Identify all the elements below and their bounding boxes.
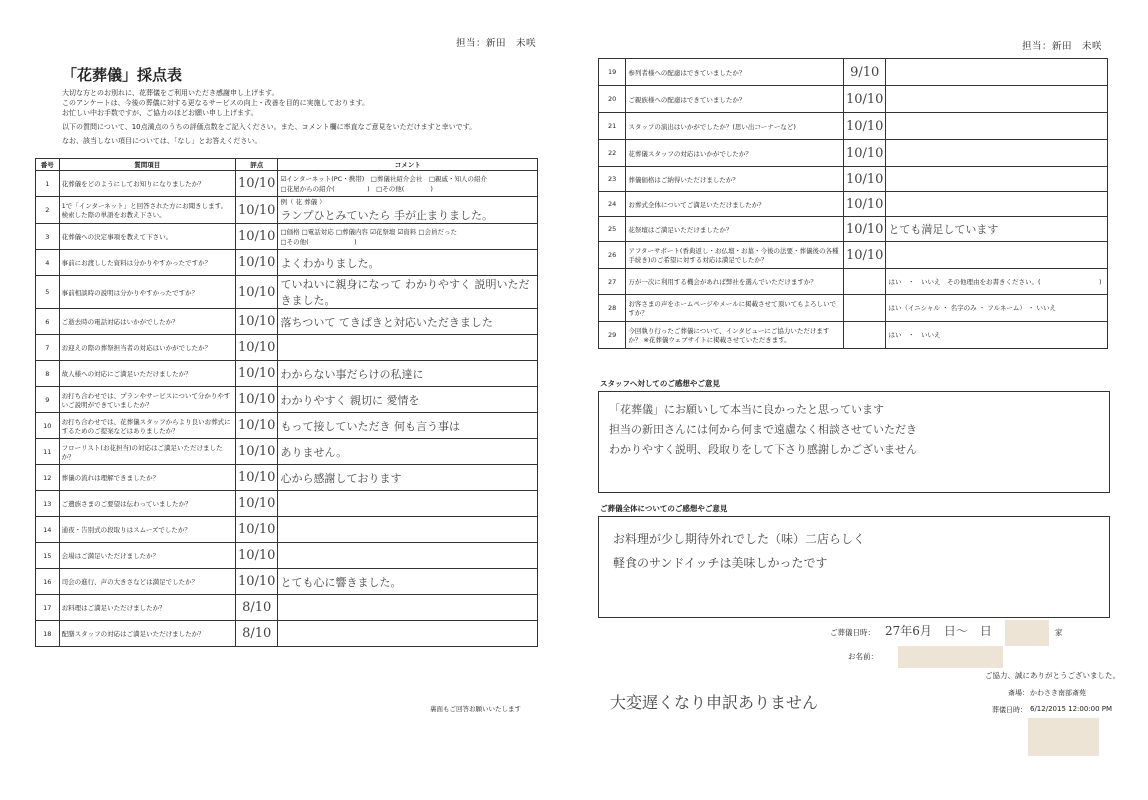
row-number: 14 bbox=[36, 517, 60, 543]
table-row bbox=[36, 197, 538, 224]
option-line: □花屋からの紹介( ) □その他( ) bbox=[280, 184, 433, 193]
row-comment bbox=[278, 276, 538, 309]
row-question: 花葬儀スタッフの対応はいかがでしたか？ bbox=[626, 140, 844, 167]
row-question: 花葬儀をどのようにしてお知りになりましたか？ bbox=[59, 171, 235, 197]
table-row bbox=[599, 86, 1108, 113]
score-value: 10/10 bbox=[237, 314, 276, 329]
comment-text: 心から感謝しております bbox=[280, 471, 402, 485]
row-comment bbox=[886, 242, 1108, 269]
overall-section-label: ご葬儀全体についてのご感想やご意見 bbox=[600, 504, 728, 513]
row-comment bbox=[278, 361, 538, 387]
table-row bbox=[36, 413, 538, 439]
row-question: 参列者様への配慮はできていましたか？ bbox=[626, 59, 844, 86]
row-score bbox=[235, 309, 277, 335]
row-number: 21 bbox=[599, 113, 626, 140]
row-question: 配膳スタッフの対応はご満足いただけましたか？ bbox=[59, 621, 235, 647]
comment-text: よくわかりました。 bbox=[280, 256, 380, 270]
row-number: 6 bbox=[36, 309, 60, 335]
table-row bbox=[36, 250, 538, 276]
row-comment bbox=[278, 387, 538, 413]
table-row bbox=[36, 171, 538, 197]
row-number: 23 bbox=[599, 167, 626, 192]
row-comment bbox=[886, 113, 1108, 140]
row-question: ご遺族さまのご要望は伝わっていましたか？ bbox=[59, 491, 235, 517]
row-score bbox=[235, 171, 277, 197]
row-comment bbox=[886, 269, 1108, 295]
comment-line: 担当の新田さんには何から何まで遠慮なく相談させていただき bbox=[609, 423, 917, 436]
table-row bbox=[599, 295, 1108, 322]
overall-comment bbox=[613, 527, 1109, 575]
row-comment bbox=[886, 217, 1108, 242]
header-no: 番号 bbox=[36, 159, 60, 171]
footer-note: 裏面もご回答お願いいたします bbox=[430, 705, 521, 713]
row-question: 故人様への対応にご満足いただけましたか？ bbox=[59, 361, 235, 387]
row-number: 25 bbox=[599, 217, 626, 242]
handwritten-signature-note: 大変遅くなり申訳ありません bbox=[610, 693, 819, 712]
row-question: お迎えの際の葬祭担当者の対応はいかがでしたか？ bbox=[59, 335, 235, 361]
comment-text: 落ちついて てきぱきと対応いただきました bbox=[280, 315, 493, 329]
staff-name: 担当：新田 未咲 bbox=[456, 38, 537, 49]
table-row bbox=[36, 595, 538, 621]
table-row bbox=[36, 465, 538, 491]
row-number: 7 bbox=[36, 335, 60, 361]
intro-line: このアンケートは、今後の葬儀に対する更なるサービスの向上・改善を目的に実施しております。 bbox=[62, 99, 370, 107]
row-score bbox=[235, 439, 277, 465]
score-value: 10/10 bbox=[845, 91, 884, 107]
table-row bbox=[599, 217, 1108, 242]
comment-text: わからない事だらけの私達に bbox=[280, 367, 424, 381]
row-number: 22 bbox=[599, 140, 626, 167]
score-value: 10/10 bbox=[237, 496, 276, 511]
row-question: 事前相談時の説明は分かりやすかったですか？ bbox=[59, 276, 235, 309]
row-comment bbox=[278, 543, 538, 569]
row-comment bbox=[886, 322, 1108, 349]
row-score bbox=[843, 242, 885, 269]
row-question: 司会の進行、声の大きさなどは満足でしたか？ bbox=[59, 569, 235, 595]
comment-text: とても心に響きました。 bbox=[280, 575, 402, 589]
row-score bbox=[843, 192, 885, 217]
row-score bbox=[235, 276, 277, 309]
staff-comment bbox=[609, 400, 1109, 460]
row-comment bbox=[278, 250, 538, 276]
row-question: 会場はご満足いただけましたか？ bbox=[59, 543, 235, 569]
row-comment bbox=[278, 413, 538, 439]
comment-text: ランプひとみていたら 手が止まりました。 bbox=[280, 209, 493, 222]
row-comment bbox=[278, 569, 538, 595]
row-question: 花祭壇はご満足いただけましたか？ bbox=[626, 217, 844, 242]
comment-line: 「花葬儀」にお願いして本当に良かったと思っています bbox=[609, 403, 884, 416]
row-score bbox=[843, 295, 885, 322]
row-score bbox=[843, 217, 885, 242]
comment-text: ありません。 bbox=[280, 445, 348, 459]
row-number: 9 bbox=[36, 387, 60, 413]
table-row bbox=[36, 439, 538, 465]
row-comment bbox=[278, 517, 538, 543]
row-score bbox=[235, 569, 277, 595]
row-number: 26 bbox=[599, 242, 626, 269]
table-row bbox=[599, 167, 1108, 192]
row-number: 16 bbox=[36, 569, 60, 595]
row-question: お打ち合わせでは、花葬儀スタッフからより良いお葬式にするためのご提案などはありましたか？ bbox=[59, 413, 235, 439]
row-score bbox=[235, 250, 277, 276]
table-row bbox=[599, 269, 1108, 295]
name-label: お名前： bbox=[848, 652, 878, 661]
row-number: 28 bbox=[599, 295, 626, 322]
row-score bbox=[235, 224, 277, 250]
comment-text: はい ・ いいえ その他理由をお書きください。( ) bbox=[888, 277, 1102, 286]
row-question: 1で「インターネット」と回答された方にお聞きします。検索した際の単語をお教え下さい。 bbox=[59, 197, 235, 224]
table-row bbox=[36, 276, 538, 309]
row-score bbox=[843, 322, 885, 349]
row-question: スタッフの演出はいかがでしたか？(思い出コーナーなど) bbox=[626, 113, 844, 140]
comment-text: もって接していただき 何も言う事は bbox=[280, 419, 460, 433]
redacted-stamp bbox=[1028, 718, 1099, 756]
table-row bbox=[36, 517, 538, 543]
row-score bbox=[235, 543, 277, 569]
row-score bbox=[843, 86, 885, 113]
row-question: お葬式全体についてご満足いただけましたか？ bbox=[626, 192, 844, 217]
score-value: 10/10 bbox=[845, 118, 884, 134]
table-row bbox=[599, 192, 1108, 217]
row-number: 17 bbox=[36, 595, 60, 621]
comment-text: はい（イニシャル ・ 名字のみ ・ フルネーム） ・ いいえ bbox=[888, 304, 1056, 312]
score-value: 10/10 bbox=[845, 247, 884, 263]
score-value: 10/10 bbox=[237, 229, 276, 244]
score-value: 10/10 bbox=[237, 548, 276, 563]
venue-value: かわさき南部斎苑 bbox=[1030, 689, 1086, 697]
table-row bbox=[599, 113, 1108, 140]
intro-line: 以下の質問について、10点満点のうちの評価点数をご記入ください。また、コメント欄に率直なご意見をいただけますと幸いです。 bbox=[62, 123, 477, 131]
datetime-label: 葬儀日時： bbox=[992, 706, 1027, 714]
row-number: 18 bbox=[36, 621, 60, 647]
row-number: 19 bbox=[599, 59, 626, 86]
row-score bbox=[235, 491, 277, 517]
row-comment bbox=[886, 140, 1108, 167]
row-score bbox=[235, 413, 277, 439]
row-number: 2 bbox=[36, 197, 60, 224]
table-row bbox=[599, 59, 1108, 86]
row-comment bbox=[278, 465, 538, 491]
score-value: 10/10 bbox=[237, 366, 276, 381]
row-score bbox=[235, 595, 277, 621]
table-row bbox=[36, 387, 538, 413]
comment-text: とても満足しています bbox=[888, 223, 999, 236]
row-number: 5 bbox=[36, 276, 60, 309]
score-value: 8/10 bbox=[242, 626, 272, 641]
row-number: 8 bbox=[36, 361, 60, 387]
row-score bbox=[235, 335, 277, 361]
score-value: 10/10 bbox=[237, 340, 276, 355]
family-label: 家 bbox=[1055, 628, 1063, 637]
intro-line: なお、該当しない項目については、「なし」とお答えください。 bbox=[62, 137, 262, 145]
row-question: 葬儀価格はご納得いただけましたか？ bbox=[626, 167, 844, 192]
row-question: お料理はご満足いただけましたか？ bbox=[59, 595, 235, 621]
score-value: 10/10 bbox=[237, 444, 276, 459]
intro-text bbox=[62, 88, 542, 146]
comment-line: お料理が少し期待外れでした（味）二店らしく bbox=[613, 532, 866, 546]
row-question: ご親族様への配慮はできていましたか？ bbox=[626, 86, 844, 113]
row-comment bbox=[278, 621, 538, 647]
intro-line: お忙しい中お手数ですが、ご協力のほどお願い申し上げます。 bbox=[62, 109, 258, 117]
intro-line: 大切な方とのお別れに、花葬儀をご利用いただき感謝申し上げます。 bbox=[62, 89, 279, 97]
score-value: 10/10 bbox=[237, 470, 276, 485]
staff-comment-box bbox=[598, 391, 1110, 493]
score-value: 10/10 bbox=[845, 221, 884, 237]
table-row bbox=[599, 322, 1108, 349]
row-comment bbox=[278, 439, 538, 465]
option-line: 例（ 花 葬儀 ） bbox=[280, 198, 326, 206]
row-question: フローリスト(お花担当)の対応はご満足いただけましたか？ bbox=[59, 439, 235, 465]
score-value: 10/10 bbox=[845, 171, 884, 187]
row-number: 27 bbox=[599, 269, 626, 295]
row-number: 4 bbox=[36, 250, 60, 276]
score-value: 10/10 bbox=[237, 418, 276, 433]
form-title: 「花葬儀」採点表 bbox=[62, 66, 183, 84]
row-comment bbox=[886, 86, 1108, 113]
option-line: ☑インターネット(PC・携帯) □葬儀社紹介会社 □親戚・知人の紹介 bbox=[280, 174, 488, 183]
row-score bbox=[843, 167, 885, 192]
overall-comment-box bbox=[598, 516, 1110, 618]
redacted-area bbox=[1005, 620, 1049, 646]
staff-section-label: スタッフへ対してのご感想やご意見 bbox=[600, 379, 720, 388]
table-row bbox=[36, 569, 538, 595]
table-row bbox=[36, 224, 538, 250]
score-value: 10/10 bbox=[237, 284, 276, 300]
row-question: 万が一次に利用する機会があれば弊社を選んでいただけますか？ bbox=[626, 269, 844, 295]
row-score bbox=[235, 387, 277, 413]
row-comment bbox=[886, 167, 1108, 192]
row-score bbox=[235, 621, 277, 647]
comment-text: わかりやすく 親切に 愛情を bbox=[280, 393, 420, 407]
table-row bbox=[36, 621, 538, 647]
score-table-right bbox=[598, 58, 1108, 349]
row-number: 12 bbox=[36, 465, 60, 491]
row-comment bbox=[886, 59, 1108, 86]
row-number: 1 bbox=[36, 171, 60, 197]
row-number: 20 bbox=[599, 86, 626, 113]
row-score bbox=[843, 140, 885, 167]
row-score bbox=[843, 59, 885, 86]
datetime-value: 6/12/2015 12:00:00 PM bbox=[1030, 705, 1113, 713]
score-value: 10/10 bbox=[845, 196, 884, 212]
table-row bbox=[36, 335, 538, 361]
venue-label: 斎場： bbox=[1008, 689, 1029, 697]
row-number: 3 bbox=[36, 224, 60, 250]
comment-text: はい ・ いいえ bbox=[888, 331, 941, 339]
score-value: 10/10 bbox=[237, 522, 276, 537]
row-score bbox=[235, 465, 277, 491]
header-question: 質問項目 bbox=[59, 159, 235, 171]
row-comment bbox=[278, 491, 538, 517]
option-line: □その他( ) bbox=[280, 237, 357, 246]
score-value: 10/10 bbox=[237, 392, 276, 407]
comment-text: ていねいに親身になって わかりやすく 説明いただきました。 bbox=[280, 278, 530, 307]
table-row bbox=[36, 309, 538, 335]
table-row bbox=[36, 361, 538, 387]
thanks-text: ご協力、誠にありがとうございました。 bbox=[985, 671, 1120, 680]
score-value: 10/10 bbox=[237, 255, 276, 270]
row-score bbox=[843, 113, 885, 140]
funeral-date-label: ご葬儀日時： bbox=[830, 628, 875, 637]
row-number: 24 bbox=[599, 192, 626, 217]
score-value: 8/10 bbox=[242, 600, 272, 615]
row-score bbox=[843, 269, 885, 295]
row-question: 葬儀の流れは理解できましたか？ bbox=[59, 465, 235, 491]
table-row bbox=[599, 140, 1108, 167]
score-value: 10/10 bbox=[237, 202, 276, 218]
row-comment bbox=[886, 295, 1108, 322]
funeral-date-value: 27年6月 日～ 日 bbox=[885, 624, 992, 638]
row-comment bbox=[278, 224, 538, 250]
row-number: 10 bbox=[36, 413, 60, 439]
row-question: 通夜・告別式の段取りはスムーズでしたか？ bbox=[59, 517, 235, 543]
row-comment bbox=[886, 192, 1108, 217]
row-comment bbox=[278, 309, 538, 335]
row-question: お打ち合わせでは、プランやサービスについて分かりやすいご説明ができていましたか？ bbox=[59, 387, 235, 413]
row-number: 29 bbox=[599, 322, 626, 349]
option-line: □価格 □電話対応 □葬儀内容 ☑花祭壇 ☑資料 □会員だった bbox=[280, 227, 458, 236]
row-question: お客さまの声をホームページやメールに掲載させて頂いてもよろしいですか？ bbox=[626, 295, 844, 322]
row-comment bbox=[278, 171, 538, 197]
row-score bbox=[235, 197, 277, 224]
comment-line: わかりやすく説明、段取りをして下さり感謝しかございません bbox=[609, 443, 917, 456]
row-comment bbox=[278, 595, 538, 621]
score-value: 10/10 bbox=[845, 145, 884, 161]
row-number: 15 bbox=[36, 543, 60, 569]
redacted-name bbox=[898, 646, 1003, 668]
score-value: 10/10 bbox=[237, 574, 276, 589]
staff-name-right: 担当：新田 未咲 bbox=[1022, 41, 1103, 52]
header-score: 評点 bbox=[235, 159, 277, 171]
table-row bbox=[599, 242, 1108, 269]
row-question: 事前にお渡しした資料は分かりやすかったですか？ bbox=[59, 250, 235, 276]
row-question: アフターサポート(香典返し・お仏壇・お墓・今後の法要・葬儀後の各種手続き)のご希望に対する対応は満足でしたか？ bbox=[626, 242, 844, 269]
row-number: 13 bbox=[36, 491, 60, 517]
table-row bbox=[36, 491, 538, 517]
header-comment: コメント bbox=[278, 159, 538, 171]
comment-line: 軽食のサンドイッチは美味しかったです bbox=[613, 556, 828, 570]
row-question: ご逝去時の電話対応はいかがでしたか？ bbox=[59, 309, 235, 335]
row-number: 11 bbox=[36, 439, 60, 465]
row-comment bbox=[278, 197, 538, 224]
score-table-left bbox=[35, 158, 538, 647]
row-question: 花葬儀への決定事項を教えて下さい。 bbox=[59, 224, 235, 250]
row-score bbox=[235, 517, 277, 543]
row-score bbox=[235, 361, 277, 387]
row-question: 今回執り行ったご葬儀について、インタビューにご協力いただけますか？ ※花葬儀ウェブサイトに掲載させていただきます。 bbox=[626, 322, 844, 349]
table-row bbox=[36, 543, 538, 569]
score-value: 10/10 bbox=[237, 176, 276, 191]
score-value: 9/10 bbox=[850, 64, 880, 80]
row-comment bbox=[278, 335, 538, 361]
